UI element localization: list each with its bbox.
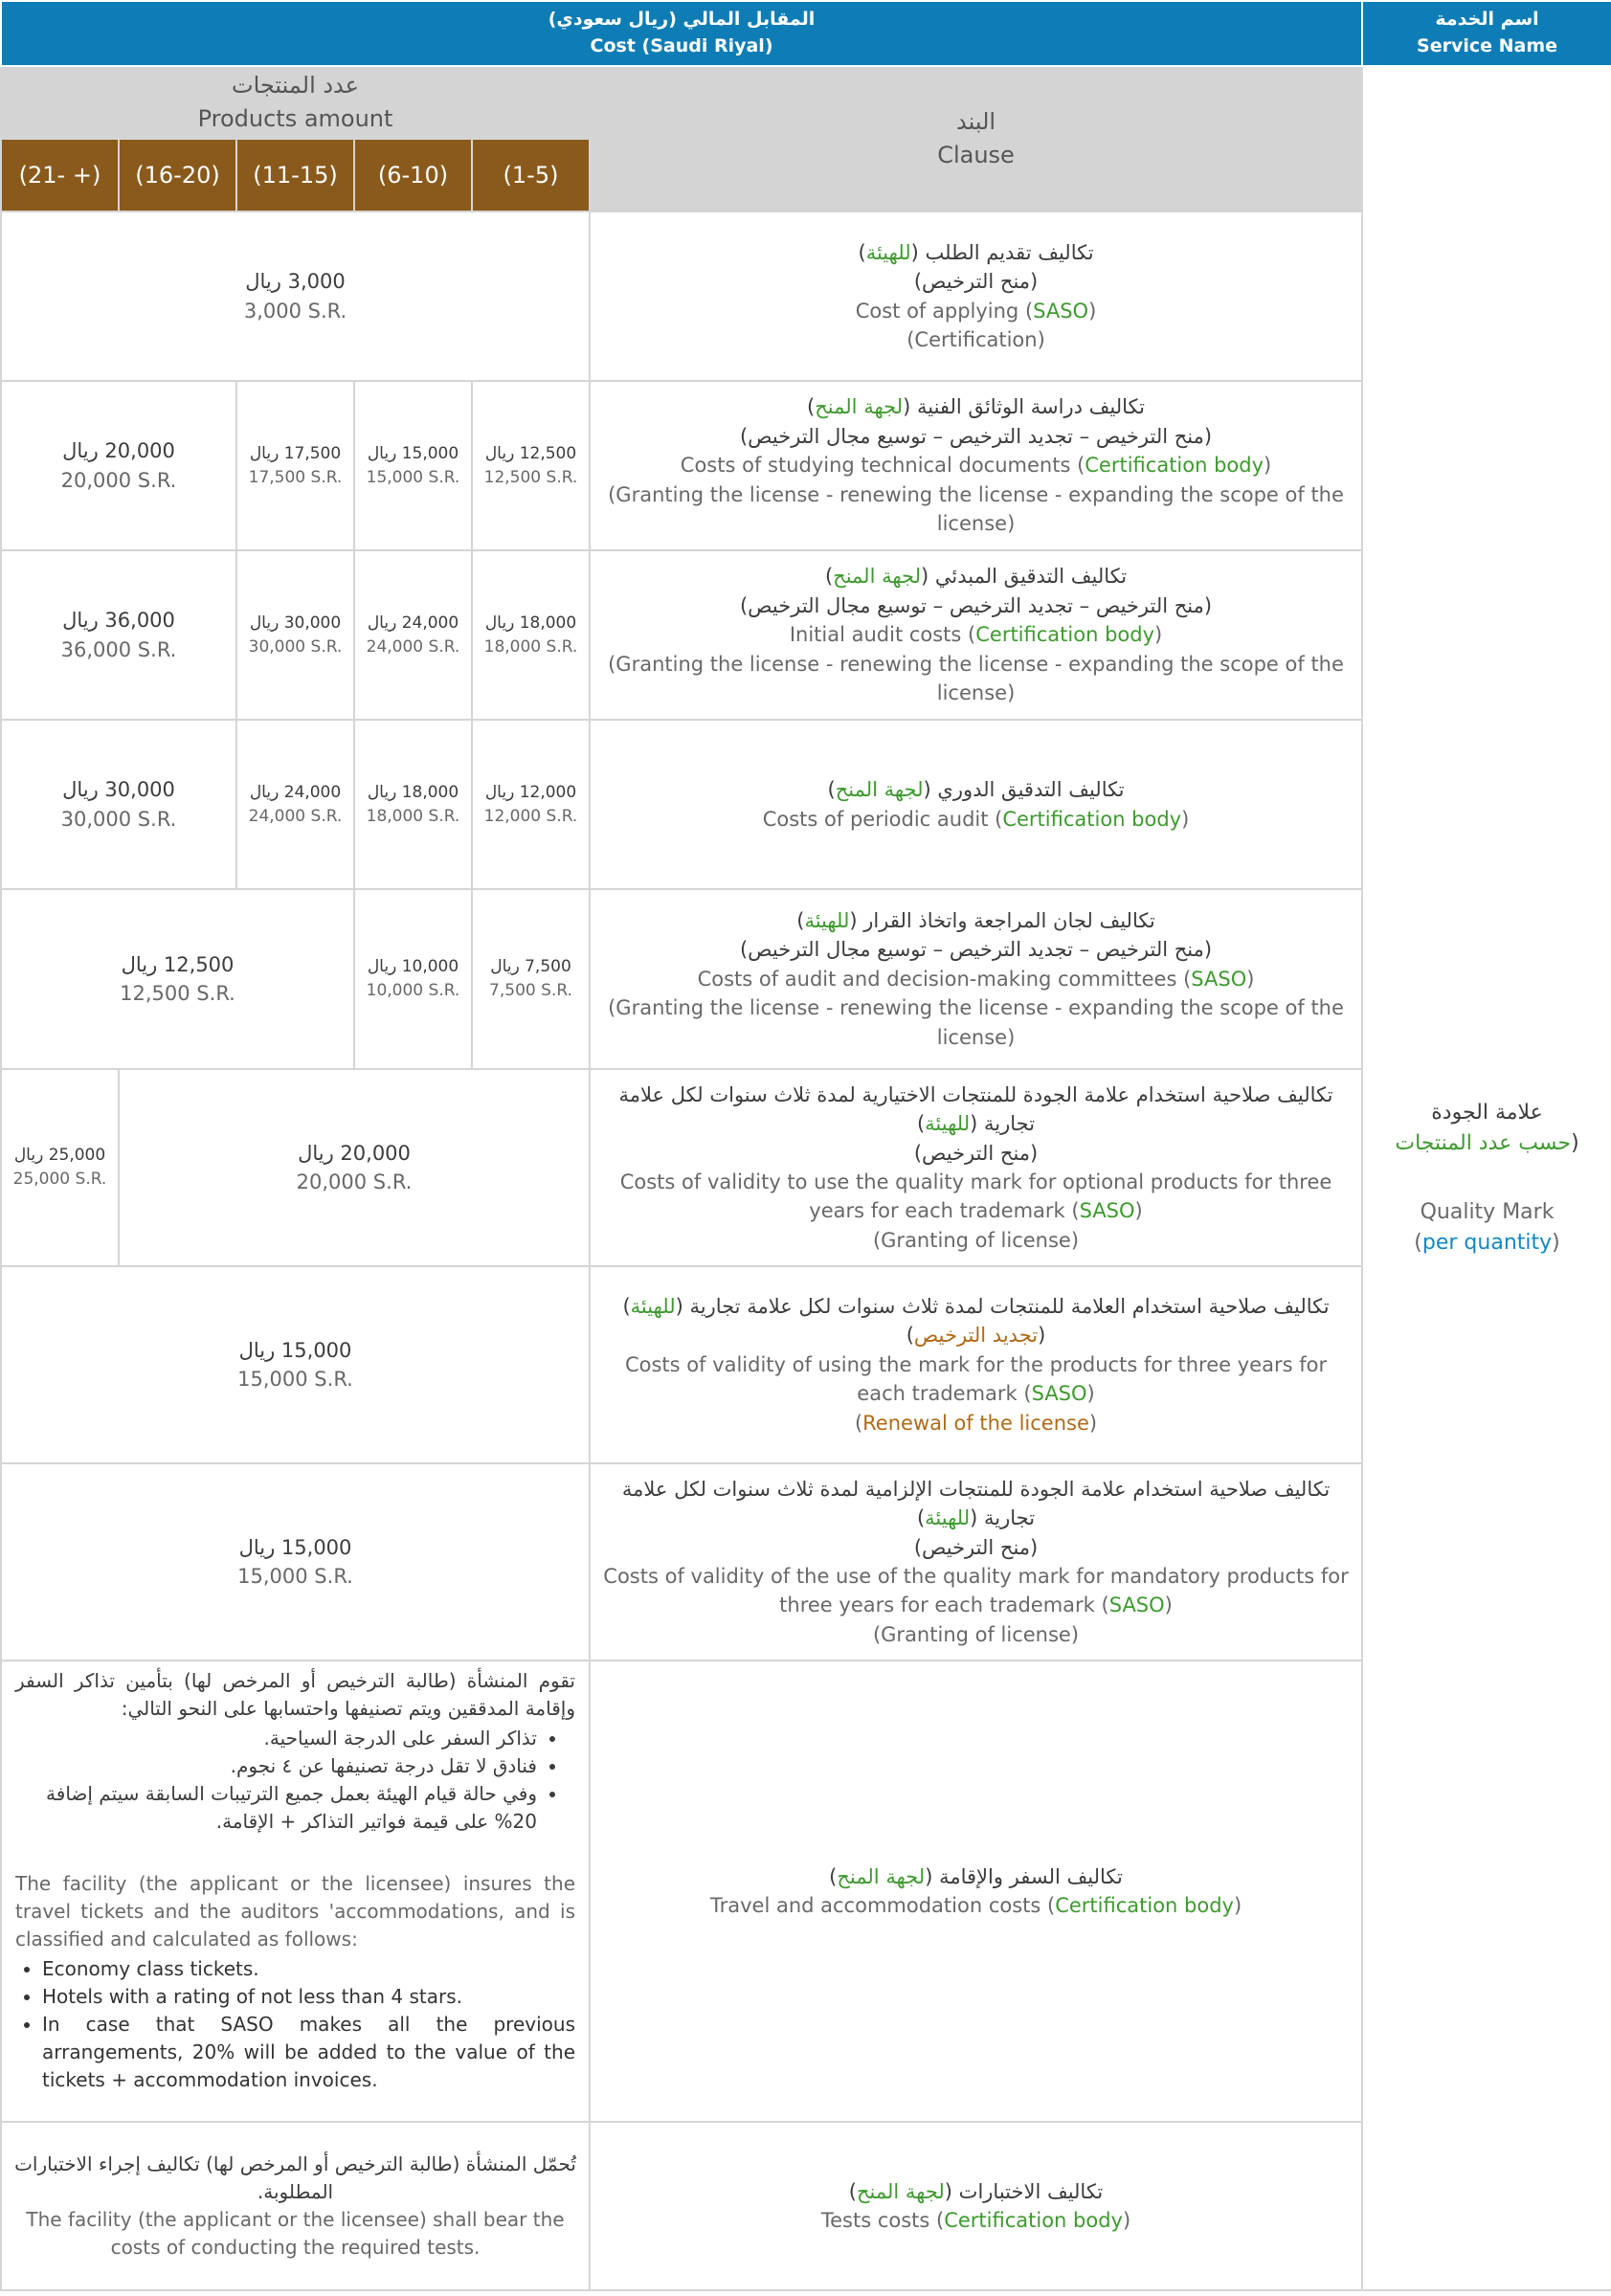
clause-cell: تكاليف تقديم الطلب (للهيئة) (منح الترخيص) Cost of applying (SASO) (Certification) [590, 212, 1362, 381]
cost-cell: 17,500 ريال 17,500 S.R. [236, 381, 354, 550]
cost-cell: 24,000 ريال 24,000 S.R. [236, 720, 354, 889]
cost-cell: 36,000 ريال 36,000 S.R. [1, 550, 236, 720]
header-row-products [1, 66, 1611, 139]
cost-cell: 20,000 ريال 20,000 S.R. [1, 381, 236, 550]
cost-cell: 30,000 ريال 30,000 S.R. [236, 550, 354, 720]
cost-cell: 12,000 ريال 12,000 S.R. [472, 720, 590, 889]
clause-cell: تكاليف صلاحية استخدام العلامة للمنتجات لمدة ثلاث سنوات لكل علامة تجارية (للهيئة) (تجديد الترخيص) Costs of validity of using the mark for the products for three years for each trademark (SASO) (Renewal of the license) [590, 1266, 1362, 1463]
service-name-cell [1362, 66, 1611, 2290]
cost-cell: 15,000 ريال 15,000 S.R. [1, 1463, 590, 1661]
travel-note-cell [1, 1661, 590, 2122]
clause-cell: تكاليف التدقيق الدوري (لجهة المنح) Costs of periodic audit (Certification body) [590, 720, 1362, 889]
clause-cell: تكاليف صلاحية استخدام علامة الجودة للمنتجات الإلزامية لمدة ثلاث سنوات لكل علامة تجارية (للهيئة) (منح الترخيص) Costs of validity of the use of the quality mark for mandatory products for three years for each trademark (SASO) (Granting of license) [590, 1463, 1362, 1661]
tests-note-en: The facility (the applicant or the licensee) shall bear the costs of conducting the required tests. [26, 2208, 565, 2259]
products-header-en: Products amount [197, 105, 393, 132]
service-header-ar: اسم الخدمة [1435, 9, 1539, 31]
cost-cell: 20,000 ريال 20,000 S.R. [119, 1069, 590, 1266]
service-header [1362, 1, 1611, 66]
clause-header-ar: البند [955, 108, 996, 136]
cost-cell: 15,000 ريال 15,000 S.R. [1, 1266, 590, 1463]
list-item: • In case that SASO makes all the previous arrangements, 20% will be added to the value of the tickets + accommodation invoices. [42, 2011, 575, 2094]
clause-cell: تكاليف دراسة الوثائق الفنية (لجهة المنح) (منح الترخيص – تجديد الترخيص – توسيع مجال الترخيص) Costs of studying technical documents (Certification body) (Granting the license - renewing the license - expanding the scope of the license) [590, 381, 1362, 550]
list-item: • Hotels with a rating of not less than 4 stars. [42, 1983, 575, 2011]
clause-cell: تكاليف لجان المراجعة واتخاذ القرار (للهيئة) (منح الترخيص – تجديد الترخيص – توسيع مجال الترخيص) Costs of audit and decision-making committees (SASO) (Granting the license - renewing the license - expanding the scope of the license) [590, 889, 1362, 1069]
cost-cell: 3,000 ريال 3,000 S.R. [1, 212, 590, 381]
service-name-en: Quality Mark (per quantity) [1414, 1200, 1560, 1255]
cost-cell: 7,500 ريال 7,500 S.R. [472, 889, 590, 1069]
travel-note-ar: تقوم المنشأة (طالبة الترخيص أو المرخص لها) بتأمين تذاكر السفر وإقامة المدققين ويتم تصنيفها واحتسابها على النحو التالي: • تذاكر السفر على الدرجة السياحية. • فنادق لا تقل درجة تصنيفها عن ٤ نجوم. • وفي حالة قيام الهيئة بعمل جميع الترتيبات السابقة سيتم إضافة 20% على قيمة فواتير التذاكر + الإقامة. [15, 1667, 575, 1836]
range-16-20: (16-20) [119, 139, 236, 212]
tests-note-cell [1, 2122, 590, 2290]
cost-cell: 15,000 ريال 15,000 S.R. [354, 381, 472, 550]
list-item: • Economy class tickets. [42, 1955, 575, 1983]
list-item: • فنادق لا تقل درجة تصنيفها عن ٤ نجوم. [15, 1752, 537, 1780]
cost-header-en: Cost (Saudi Riyal) [590, 35, 773, 56]
service-name-ar: علامة الجودة (حسب عدد المنتجات [1395, 1101, 1579, 1156]
cost-cell: 30,000 ريال 30,000 S.R. [1, 720, 236, 889]
header-row-top [1, 1, 1611, 66]
cost-header-ar: المقابل المالي (ريال سعودي) [548, 9, 816, 31]
cost-header [1, 1, 1362, 66]
tests-note-ar: تُحمّل المنشأة (طالبة الترخيص أو المرخص لها) تكاليف إجراء الاختبارات المطلوبة. [14, 2152, 576, 2203]
cost-cell: 25,000 ريال 25,000 S.R. [1, 1069, 119, 1266]
list-item: • تذاكر السفر على الدرجة السياحية. [15, 1725, 537, 1752]
list-item: • وفي حالة قيام الهيئة بعمل جميع الترتيبات السابقة سيتم إضافة 20% على قيمة فواتير التذاكر + الإقامة. [15, 1780, 537, 1836]
cost-cell: 18,000 ريال 18,000 S.R. [472, 550, 590, 720]
range-21-plus: (21- +) [1, 139, 119, 212]
products-header-ar: عدد المنتجات [232, 72, 359, 100]
clause-cell: تكاليف السفر والإقامة (لجهة المنح) Travel and accommodation costs (Certification body) [590, 1661, 1362, 2122]
range-11-15: (11-15) [236, 139, 354, 212]
cost-cell: 12,500 ريال 12,500 S.R. [472, 381, 590, 550]
cost-cell: 10,000 ريال 10,000 S.R. [354, 889, 472, 1069]
cost-cell: 18,000 ريال 18,000 S.R. [354, 720, 472, 889]
clause-cell: تكاليف الاختبارات (لجهة المنح) Tests costs (Certification body) [590, 2122, 1362, 2290]
clause-header [590, 66, 1362, 212]
range-1-5: (1-5) [472, 139, 590, 212]
clause-header-en: Clause [937, 142, 1015, 168]
products-header [1, 66, 590, 139]
travel-note-en: The facility (the applicant or the licensee) insures the travel tickets and the auditors 'accommodations, and is classified and calculated as follows: • Economy class tickets. • Hotels with a rating of not less than 4 stars. • In case that SASO makes all the previous arrangements, 20% will be added to the value of the tickets + accommodation invoices. [15, 1870, 575, 2094]
cost-cell: 24,000 ريال 24,000 S.R. [354, 550, 472, 720]
clause-cell: تكاليف صلاحية استخدام علامة الجودة للمنتجات الاختيارية لمدة ثلاث سنوات لكل علامة تجارية (للهيئة) (منح الترخيص) Costs of validity to use the quality mark for optional products for three years for each trademark (SASO) (Granting of license) [590, 1069, 1362, 1266]
range-6-10: (6-10) [354, 139, 472, 212]
clause-cell: تكاليف التدقيق المبدئي (لجهة المنح) (منح الترخيص – تجديد الترخيص – توسيع مجال الترخيص) Initial audit costs (Certification body) (Granting the license - renewing the license - expanding the scope of the license) [590, 550, 1362, 720]
service-header-en: Service Name [1417, 35, 1558, 56]
cost-cell: 12,500 ريال 12,500 S.R. [1, 889, 354, 1069]
